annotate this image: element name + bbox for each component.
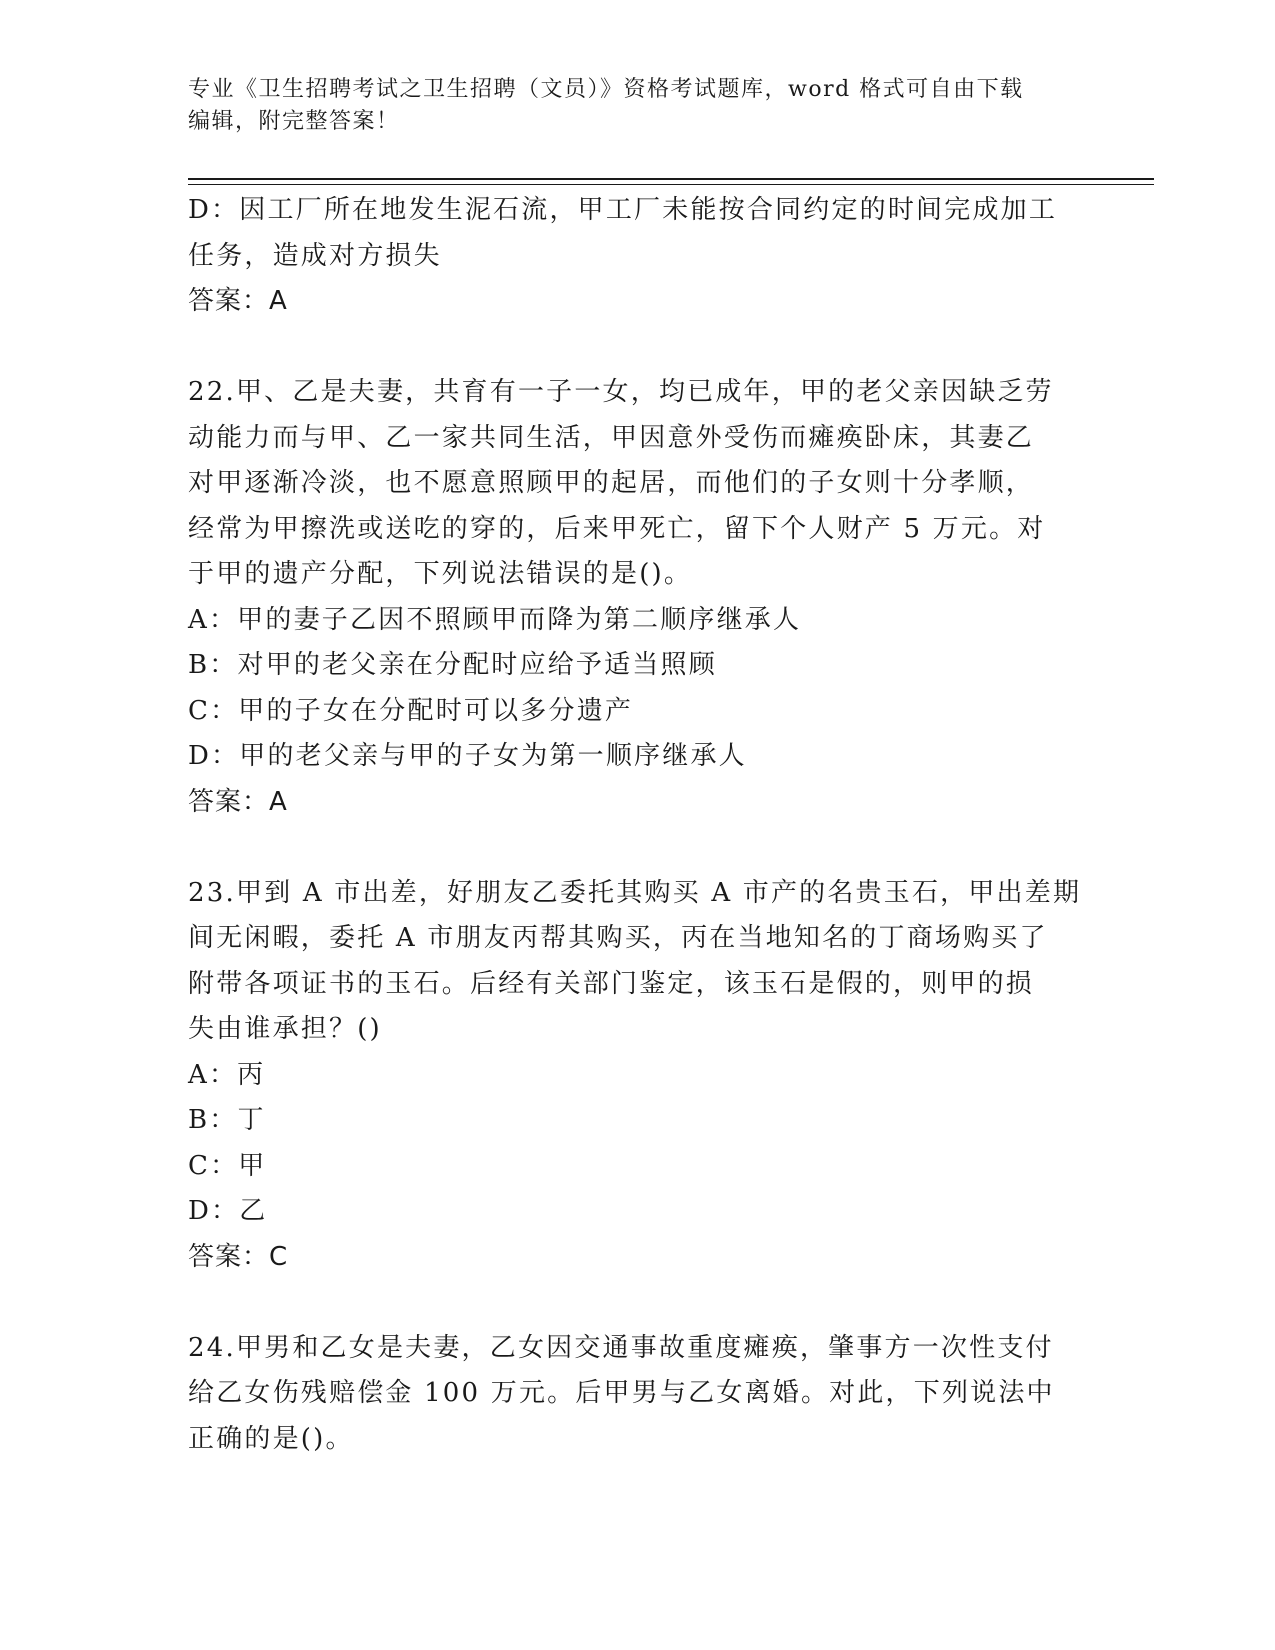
header-divider-thick xyxy=(188,178,1154,180)
q24-stem-line-3: 正确的是()。 xyxy=(188,1423,354,1454)
q21-option-d-line-2: 任务，造成对方损失 xyxy=(188,240,442,271)
question-21-fragment xyxy=(188,188,1078,325)
header-divider-thin xyxy=(188,184,1154,185)
q21-option-d-line-1: D：因工厂所在地发生泥石流，甲工厂未能按合同约定的时间完成加工 xyxy=(188,195,1058,225)
page-header xyxy=(188,74,1088,138)
q24-stem-line-1: 24.甲男和乙女是夫妻，乙女因交通事故重度瘫痪，肇事方一次性支付 xyxy=(188,1332,1054,1363)
q23-option-c: C：甲 xyxy=(188,1150,267,1181)
q22-option-c: C：甲的子女在分配时可以多分遗产 xyxy=(188,695,634,726)
q23-stem-line-3: 附带各项证书的玉石。后经有关部门鉴定，该玉石是假的，则甲的损 xyxy=(188,968,1035,999)
spacer xyxy=(188,325,1078,371)
question-23 xyxy=(188,871,1082,1281)
question-24 xyxy=(188,1326,1078,1463)
q23-option-a: A：丙 xyxy=(188,1059,266,1090)
q22-option-a: A：甲的妻子乙因不照顾甲而降为第二顺序继承人 xyxy=(188,604,802,635)
q23-option-b: B：丁 xyxy=(188,1105,266,1135)
q23-stem-line-4: 失由谁承担？() xyxy=(188,1014,382,1044)
q23-stem-line-2: 间无闲暇，委托 A 市朋友丙帮其购买，丙在当地知名的丁商场购买了 xyxy=(188,923,1048,953)
q24-stem-line-2: 给乙女伤残赔偿金 100 万元。后甲男与乙女离婚。对此，下列说法中 xyxy=(188,1378,1055,1408)
q23-answer: 答案：C xyxy=(188,1241,289,1272)
q22-option-b: B：对甲的老父亲在分配时应给予适当照顾 xyxy=(188,650,717,680)
q22-stem-line-4: 经常为甲擦洗或送吃的穿的，后来甲死亡，留下个人财产 5 万元。对 xyxy=(188,513,1046,544)
q22-stem-line-1: 22.甲、乙是夫妻，共育有一子一女，均已成年，甲的老父亲因缺乏劳 xyxy=(188,377,1054,407)
q22-stem-line-3: 对甲逐渐冷淡，也不愿意照顾甲的起居，而他们的子女则十分孝顺， xyxy=(188,468,1035,498)
q22-stem-line-5: 于甲的遗产分配，下列说法错误的是()。 xyxy=(188,559,693,589)
q23-stem-line-1: 23.甲到 A 市出差，好朋友乙委托其购买 A 市产的名贵玉石，甲出差期 xyxy=(188,877,1082,908)
q22-stem-line-2: 动能力而与甲、乙一家共同生活，甲因意外受伤而瘫痪卧床，其妻乙 xyxy=(188,422,1035,453)
question-content xyxy=(188,188,1082,1462)
header-line-1: 专业《卫生招聘考试之卫生招聘（文员）》资格考试题库，word 格式可自由下载 xyxy=(188,77,1024,102)
q21-answer: 答案：A xyxy=(188,286,288,316)
spacer xyxy=(188,825,1078,871)
q22-option-d: D：甲的老父亲与甲的子女为第一顺序继承人 xyxy=(188,741,747,771)
question-22 xyxy=(188,370,1078,825)
spacer xyxy=(188,1280,1078,1326)
q22-answer: 答案：A xyxy=(188,786,288,817)
q23-option-d: D：乙 xyxy=(188,1196,268,1226)
header-line-2: 编辑，附完整答案！ xyxy=(188,109,400,134)
